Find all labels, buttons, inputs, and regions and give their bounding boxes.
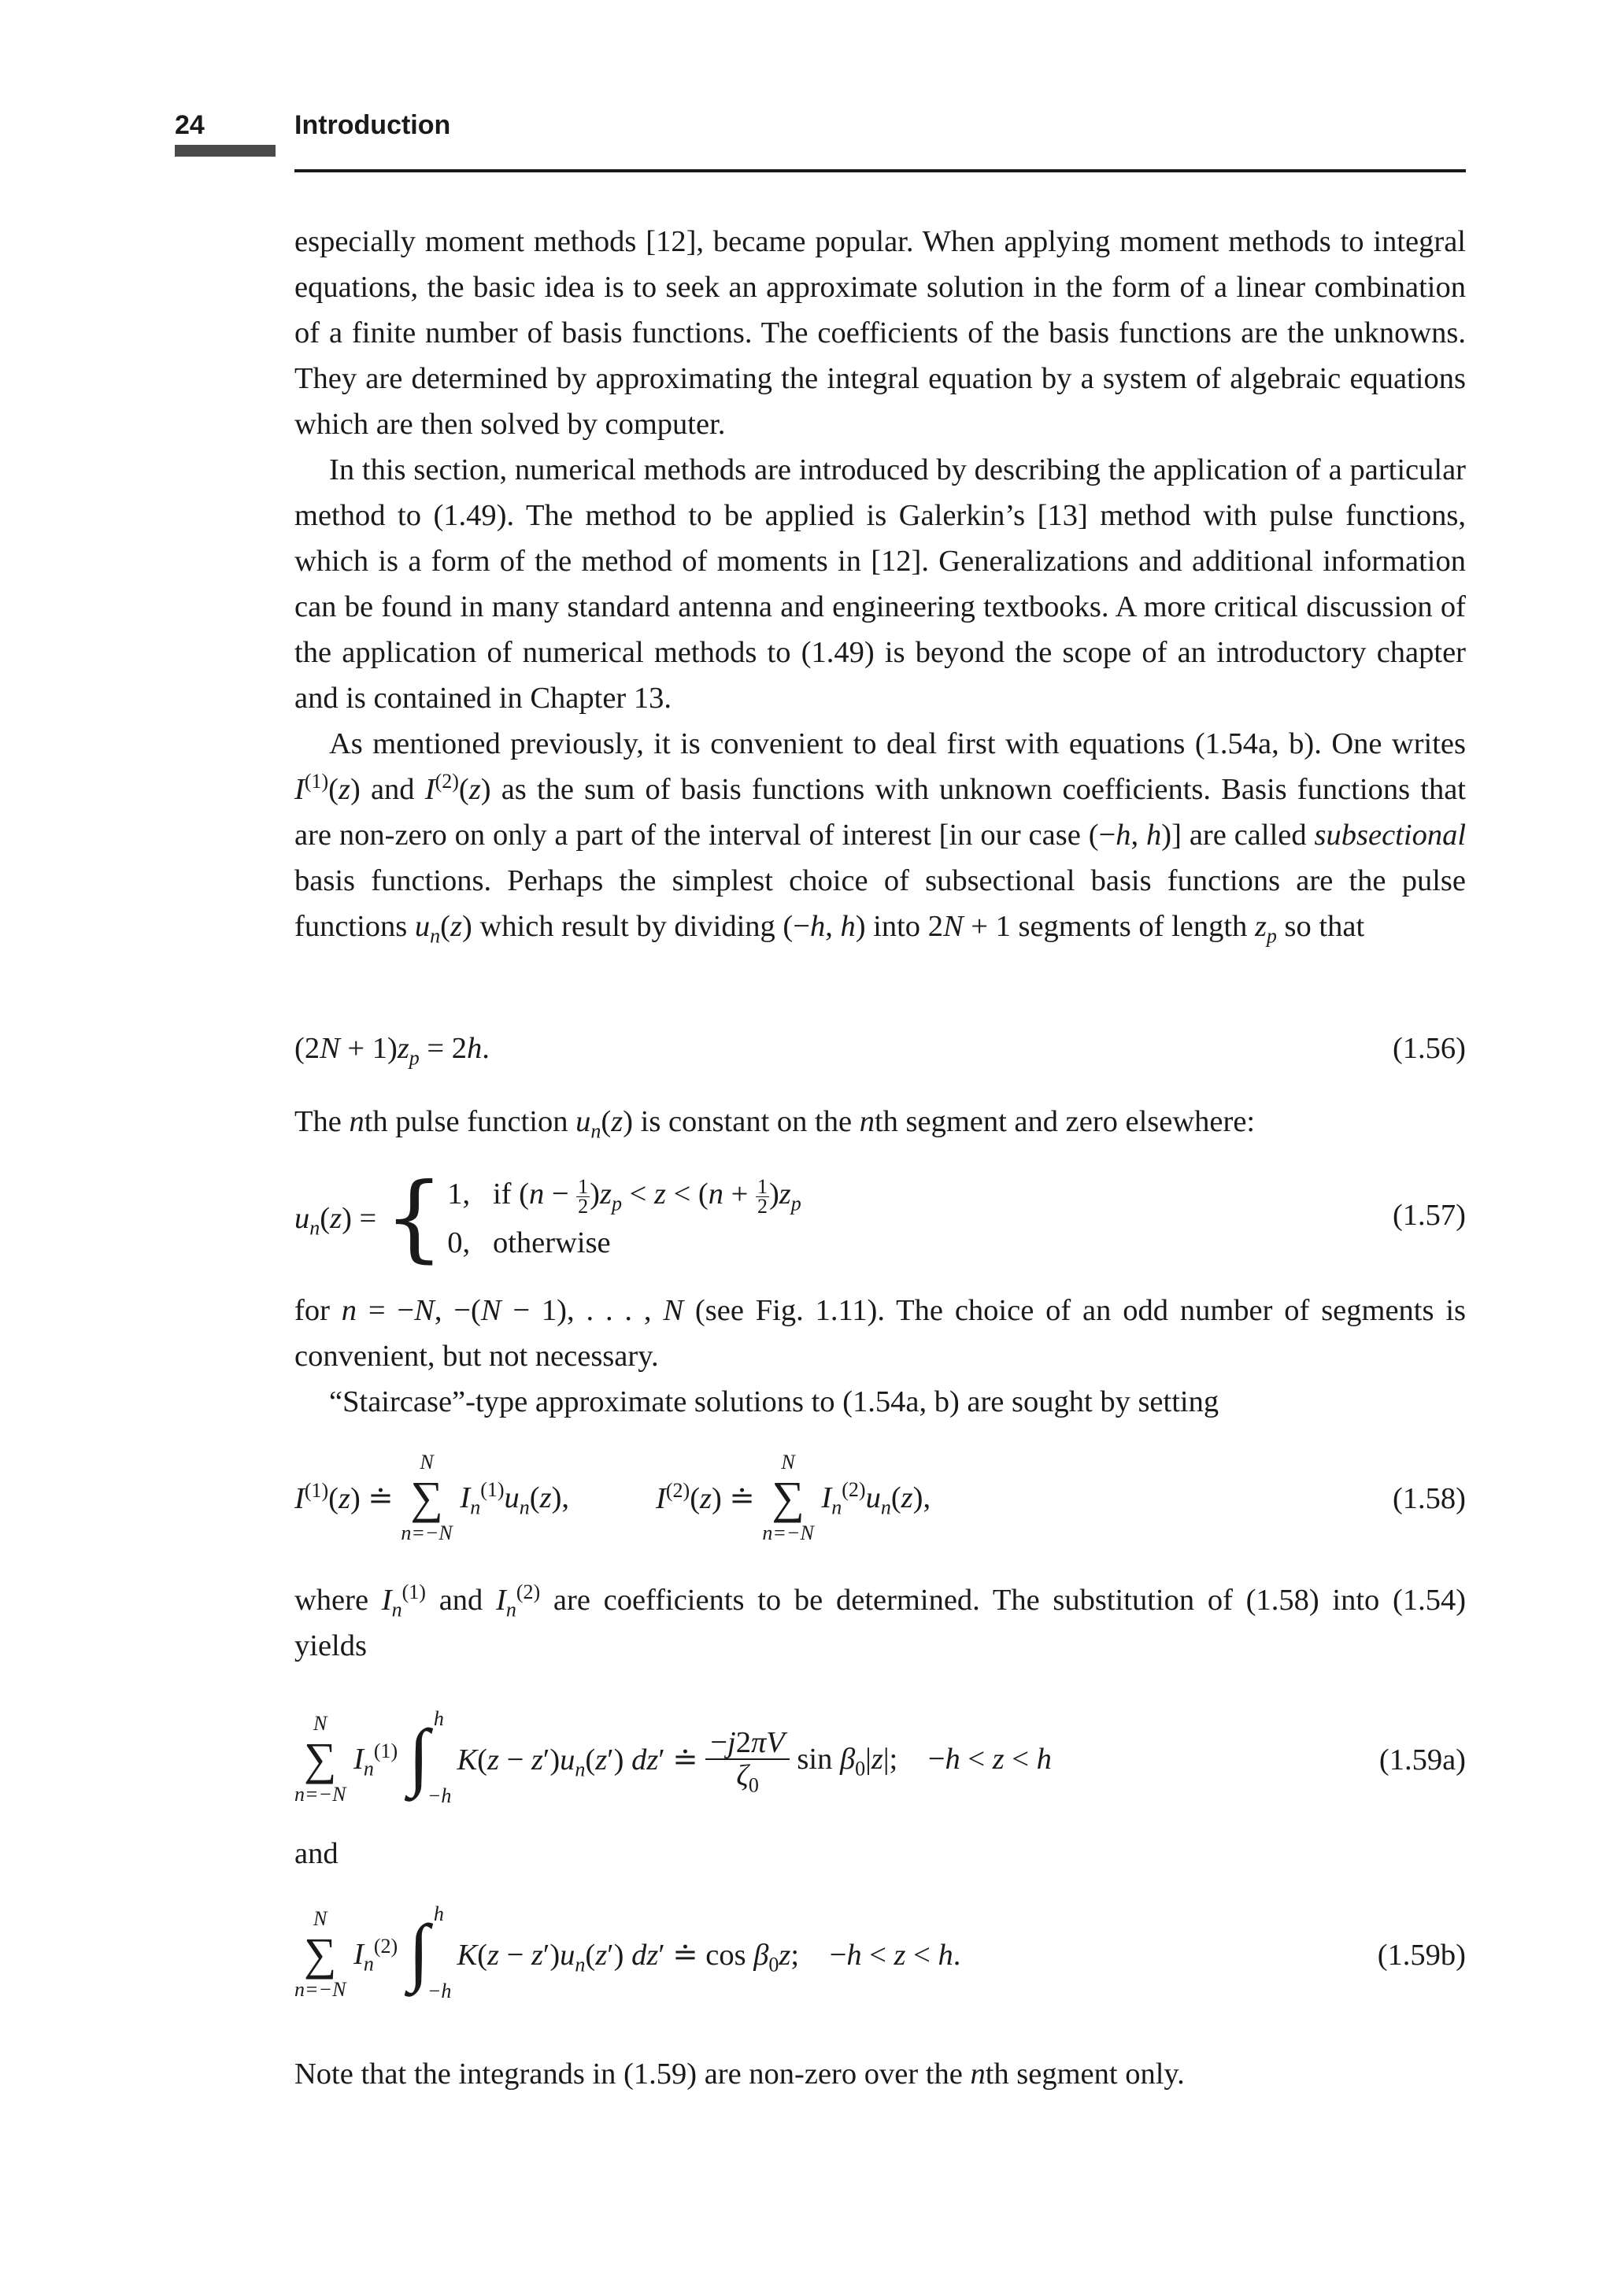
page-number-bar <box>175 145 276 157</box>
body-text-p5-p6 <box>294 1288 1466 1425</box>
paragraph-2: In this section, numerical methods are introduced by describing the application of a particular method to (1.49). The method to be applied is Galerkin’s [13] method with pulse functions, which is a form of the method of moments in [12]. Generalizations and additional information can be found in many standard antenna and engineering textbooks. A more critical discussion of the application of numerical methods to (1.49) is beyond the scope of an introductory chapter and is contained in Chapter 13. <box>294 453 1466 715</box>
left-brace: { <box>383 1163 445 1273</box>
paragraph-5: for n = −N, −(N − 1), . . . , N (see Fig. 1.11). The choice of an odd number of segments is convenient, but not necessary. <box>294 1294 1467 1373</box>
equation-1-59a-body: N ∑ n=−N $I_n^{(1)}$ ∫ h −h $K(z - z')u_n(z')$ dz′ ≐ $\frac{-j2\pi V}{\zeta_0}$ $\sin \beta_0|z|$; −h < z < h <box>294 1707 1052 1807</box>
paragraph-3: As mentioned previously, it is convenient to deal first with equations (1.54a, b). One writes $I^{(1)}(z)$ and $I^{(2)}(z)$ as the sum of basis functions with unknown coefficients. Basis functions that are non-zero on only a part of the interval of interest [in our case (−h, h)] are called subsectional basis functions. Perhaps the simplest choice of subsectional basis functions are the pulse functions $u_n(z)$ which result by dividing (−h, h) into 2N + 1 segments of length $z_p$ so that <box>294 727 1467 948</box>
equation-1-56 <box>294 1031 1466 1077</box>
equation-label: (1.56) <box>1392 1032 1466 1065</box>
equation-1-56-body: $(2N + 1)z_p = 2h$. <box>294 1032 490 1070</box>
equation-label: (1.59b) <box>1377 1939 1466 1972</box>
body-text-p4 <box>294 1099 1466 1144</box>
sum-symbol: N ∑ n=−N <box>294 1712 346 1806</box>
integral-symbol: ∫ h −h <box>408 1707 452 1807</box>
integral-symbol: ∫ h −h <box>408 1902 452 2002</box>
equation-1-59b-body: N ∑ n=−N $I_n^{(2)}$ ∫ h −h $K(z - z')u_n(z')$ dz′ ≐ $\cos \beta_0z$; −h < z < h. <box>294 1902 961 2002</box>
body-text-p7 <box>294 1577 1466 1669</box>
header-rule <box>294 169 1466 172</box>
paragraph-7: where $I_n^{(1)}$ and $I_n^{(2)}$ are coefficients to be determined. The substitution of (1.58) into (1.54) yields <box>294 1581 1467 1662</box>
paragraph-4: The nth pulse function $u_n(z)$ is constant on the nth segment and zero elsewhere: <box>294 1105 1256 1143</box>
equation-1-59b <box>294 1895 1466 2013</box>
equation-label: (1.59a) <box>1378 1743 1466 1777</box>
paragraph-8: and <box>294 1837 339 1870</box>
body-text-p8 <box>294 1831 1466 1876</box>
equation-1-59a <box>294 1700 1466 1818</box>
paragraph-9: Note that the integrands in (1.59) are non-zero over the nth segment only. <box>294 2058 1185 2091</box>
equation-label: (1.57) <box>1392 1199 1466 1232</box>
equation-1-58-body: $I^{(1)}(z)$ ≐ N ∑ n=−N $I_n^{(1)}u_n(z)$, $I^{(2)}(z)$ ≐ N ∑ n=−N $I_n^{(2)}u_n(z)$, <box>294 1439 931 1557</box>
equation-1-57-body: $u_n(z)$ = { 1, if (n − $\frac{1}{2}$ )$z_p < z < (n$ + $\frac{1}{2}$ )$z_p$ 0, otherwise <box>294 1163 801 1273</box>
sum-symbol: N ∑ n=−N <box>294 1907 346 2001</box>
sum-symbol: N ∑ n=−N <box>762 1451 814 1544</box>
equation-1-58 <box>294 1439 1466 1557</box>
term-subsectional: subsectional <box>1314 819 1467 852</box>
body-text-upper <box>294 219 1466 949</box>
equation-1-57 <box>294 1163 1466 1274</box>
paragraph-6: “Staircase”-type approximate solutions to (1.54a, b) are sought by setting <box>329 1385 1219 1418</box>
paragraph-1: especially moment methods [12], became popular. When applying moment methods to integral equations, the basic idea is to seek an approximate solution in the form of a linear combination of a finite number of basis functions. The coefficients of the basis functions are the unknowns. They are determined by approximating the integral equation by a system of algebraic equations which are then solved by computer. <box>294 225 1466 441</box>
running-head: Introduction <box>294 110 451 140</box>
body-text-p9 <box>294 2051 1466 2097</box>
sum-symbol: N ∑ n=−N <box>401 1451 453 1544</box>
page-number: 24 <box>175 110 205 140</box>
equation-label: (1.58) <box>1392 1482 1466 1515</box>
fraction: $\frac{-j2\pi V}{\zeta_0}$ <box>705 1727 789 1791</box>
